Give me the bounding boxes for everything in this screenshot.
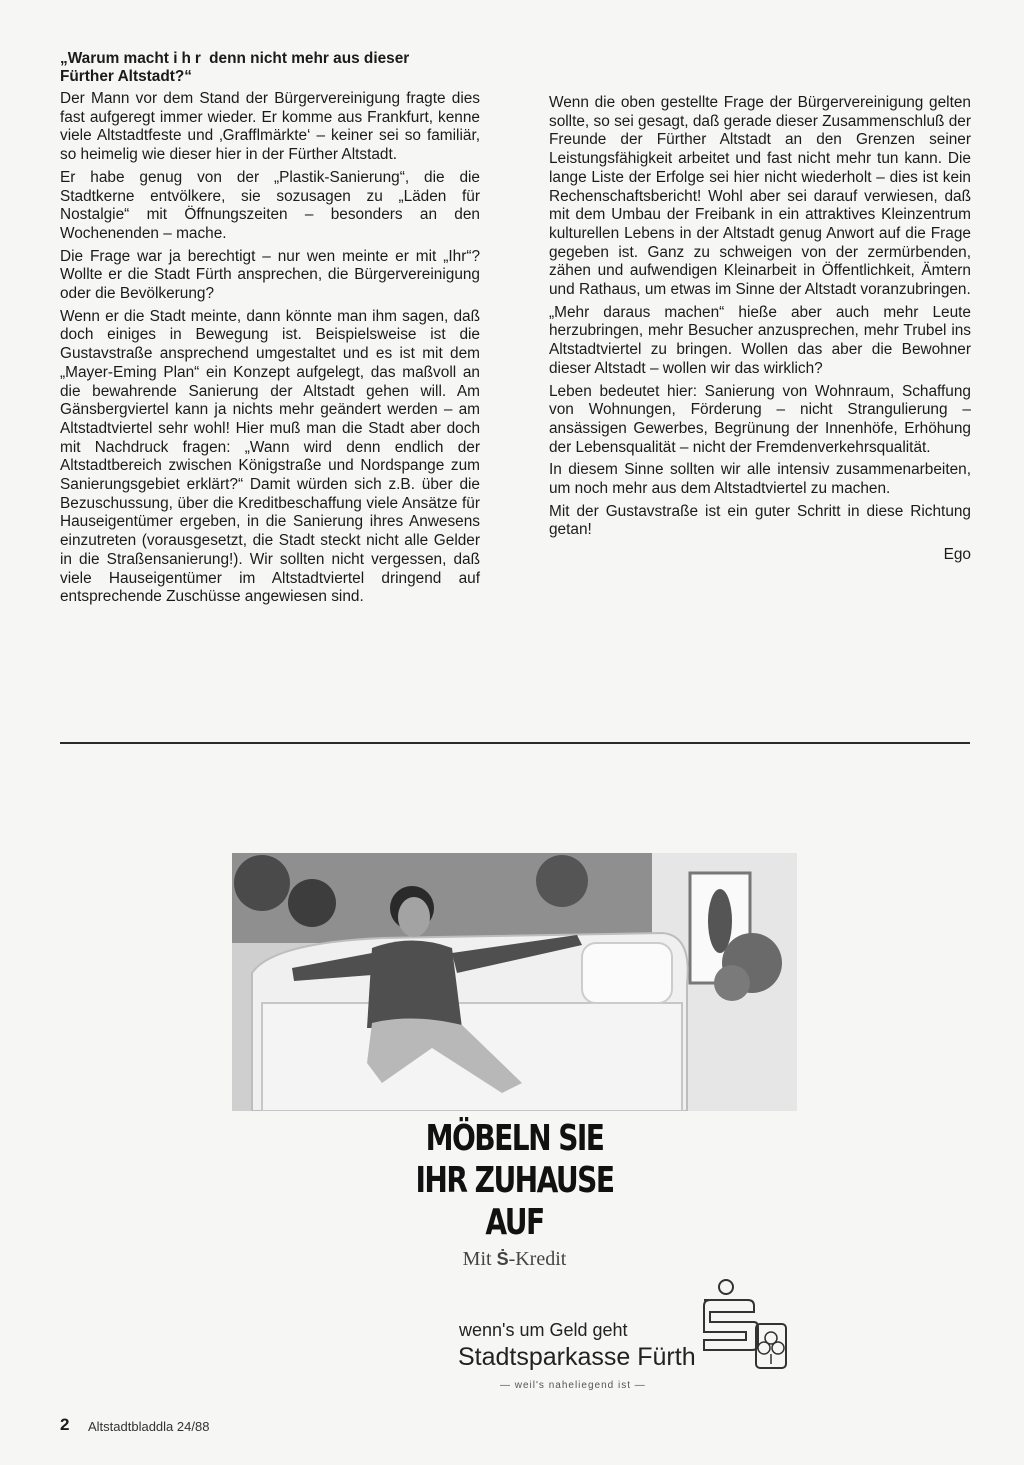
article-heading bbox=[60, 50, 480, 86]
bank-motto: — weil's naheliegend ist — bbox=[500, 1380, 646, 1391]
ad-headline bbox=[294, 1118, 735, 1244]
left-paragraph-3: Die Frage war ja berechtigt – nur wen meinte er mit „Ihr“? Wollte er die Stadt Fürth ansprechen, die Bürgervereinigung oder die Bevölkerung? bbox=[60, 247, 480, 303]
sparkasse-s-mark: Ṡ bbox=[496, 1249, 509, 1269]
left-paragraph-1: Der Mann vor dem Stand der Bürgervereinigung fragte dies fast aufgeregt immer wieder. Er komme aus Frankfurt, kenne viele Altstadtfeste und ‚Grafflmärkte‘ – keiner sei so familiär, so heimelig wie dieser hier in der Fürther Altstadt. bbox=[60, 90, 480, 164]
article-signature: Ego bbox=[943, 546, 971, 564]
right-paragraph-4: In diesem Sinne sollten wir alle intensiv zusammenarbeiten, um noch mehr aus dem Altstadtviertel zu machen. bbox=[549, 461, 971, 498]
right-paragraph-3: Leben bedeutet hier: Sanierung von Wohnraum, Schaffung von Wohnungen, Förderung – nicht Strangulierung – ansässigen Gewerbes, Begrünung der Innenhöfe, Erhöhung der Lebensqualität – nicht der Fremdenverkehrsqualität. bbox=[549, 382, 971, 456]
right-paragraph-1: Wenn die oben gestellte Frage der Bürgervereinigung gelten sollte, so sei gesagt, daß gerade dieser Zusammenschluß der Freunde der Fürther Altstadt an den Grenzen seiner Leistungsfähigkeit arbeitet und fast nicht mehr tun kann. Die lange Liste der Erfolge sei hier nicht wiederholt – dies ist kein Rechenschaftsbericht! Wohl aber sei darauf verwiesen, daß mit dem Umbau der Freibank in ein attraktives Kleinzentrum kulturellen Lebens in der Altstadt genug Anwort auf die Frage gegeben ist. Ganz zu schweigen von der zermürbenden, zähen und aufwendigen Kleinarbeit in Öffentlichkeit, Ämtern und Rathaus, um etwas im Sinne der Altstadt voranzubringen. bbox=[549, 94, 971, 299]
ad-headline-line-3: AUF bbox=[485, 1202, 544, 1243]
right-paragraph-5: Mit der Gustavstraße ist ein guter Schritt in diese Richtung getan! bbox=[549, 502, 971, 539]
ad-headline-line-1: MÖBELN SIE bbox=[425, 1118, 604, 1159]
ad-photo-illustration bbox=[232, 853, 797, 1111]
magazine-issue: Altstadtbladdla 24/88 bbox=[88, 1419, 210, 1434]
heading-part-3: denn nicht mehr aus dieser bbox=[209, 50, 410, 67]
bank-name: Stadtsparkasse Fürth bbox=[458, 1343, 696, 1371]
ad-headline-line-2: IHR ZUHAUSE bbox=[415, 1160, 614, 1201]
heading-part-1: „Warum macht bbox=[60, 50, 169, 67]
ad-subline-prefix: Mit bbox=[462, 1248, 492, 1270]
section-divider bbox=[60, 742, 970, 744]
article-left-column bbox=[60, 50, 480, 611]
ad-subline-suffix: -Kredit bbox=[508, 1248, 567, 1270]
ad-photo bbox=[232, 853, 797, 1111]
ad-subline bbox=[232, 1248, 797, 1271]
right-paragraph-2: „Mehr daraus machen“ hieße aber auch mehr Leute herzubringen, mehr Besucher anzusprechen, mehr Trubel ins Altstadtviertel zu bringen. Wollen das aber die Bewohner dieser Altstadt – wollen wir das wirklich? bbox=[549, 303, 971, 377]
ad-tagline: wenn's um Geld geht bbox=[459, 1320, 628, 1340]
heading-part-4: Fürther Altstadt?“ bbox=[60, 68, 192, 85]
sparkasse-logo-icon bbox=[698, 1278, 790, 1374]
article-right-column bbox=[549, 94, 971, 569]
page-number: 2 bbox=[60, 1415, 70, 1434]
left-paragraph-2: Er habe genug von der „Plastik-Sanierung“, die die Stadtkerne entvölkere, sie sozusagen zu „Läden für Nostalgie“ mit Öffnungszeiten – besonders an den Wochenenden – mache. bbox=[60, 168, 480, 242]
heading-part-2: ihr bbox=[173, 50, 205, 67]
left-paragraph-4: Wenn er die Stadt meinte, dann könnte man ihm sagen, daß doch einiges in Bewegung ist. Beispielsweise ist die Gustavstraße ansprechend umgestaltet und es ist mit dem „Mayer-Eming Plan“ ein Konzept aufgelegt, das maßvoll an die bewahrende Sanierung der Altstadt gehen will. Am Gänsbergviertel kann ja nichts mehr geändert werden – am Altstadtviertel sehr wohl! Hier muß man die Stadt aber doch mit Nachdruck fragen: „Wann wird denn endlich der Altstadtbereich zwischen Königstraße und Nordspange zum Sanierungsgebiet erklärt?“ Damit würden sich z.B. über die Bezuschussung, über die Kreditbeschaffung viele Ansätze für Hauseigentümer ergeben, in die Sanierung ihres Anwesens einzutreten (vorausgesetzt, die Stadt steckt nicht alle Gelder in die Straßensanierung!). Wir sollten nicht vergessen, daß viele Hauseigentümer im Altstadtviertel dringend auf entsprechende Zuschüsse angewiesen sind. bbox=[60, 307, 480, 606]
